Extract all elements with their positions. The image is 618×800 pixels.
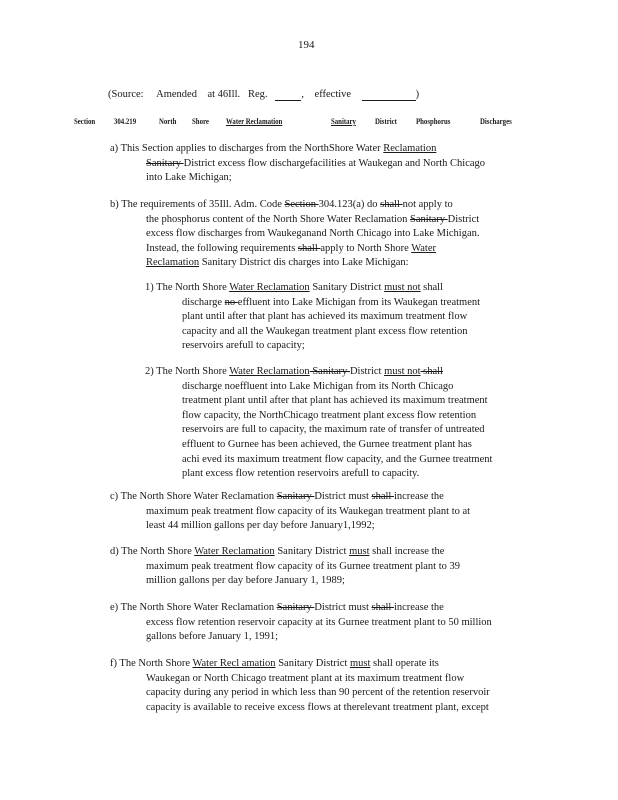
heading-section: Section xyxy=(74,117,96,126)
paragraph-d: d) The North Shore Water Reclamation Sanitary District must shall increase the maximum peak treatment flow capacity of its Gurnee treatment plant to 39 million gallons per day before January 1, 1989; xyxy=(110,546,461,587)
page-number: 194 xyxy=(298,39,315,51)
source-open: (Source: xyxy=(108,89,144,100)
source-effective: effective xyxy=(314,89,352,100)
heading-discharges: Discharges xyxy=(480,117,512,126)
paragraph-e: e) The North Shore Water Reclamation Sanitary District must shall increase the excess flow retention reservoir capacity at its Gurnee treatment plant to 50 million gallons before January 1, 1991; xyxy=(110,602,492,643)
heading-sanitary: Sanitary xyxy=(331,117,356,126)
heading-number: 304.219 xyxy=(114,117,137,126)
paragraph-a: a) This Section applies to discharges from the NorthShore Water Reclamation Sanitary District excess flow dischargefacilities at Waukegan and North Chicago into Lake Michigan; xyxy=(110,143,486,184)
paragraph-c: c) The North Shore Water Reclamation Sanitary District must shall increase the maximum peak treatment flow capacity of its Waukegan treatment plant to at least 44 million gallons per day before January1,1992; xyxy=(110,491,471,532)
reg-blank xyxy=(275,89,301,101)
source-reg: Reg. xyxy=(248,89,268,100)
source-close: ) xyxy=(415,89,420,100)
paragraph-b1: 1) The North Shore Water Reclamation Sanitary District must not shall discharge no effluent into Lake Michigan from its Waukegan treatment plant until after that plant has achieved its maximum treatment flow capacity and all the Waukegan treatment plant excess flow retention reservoirs arefull to capacity; xyxy=(145,282,481,352)
paragraph-b: b) The requirements of 35Ill. Adm. Code Section 304.123(a) do shall not apply to the phosphorus content of the North Shore Water Reclamation Sanitary District excess flow discharges from Waukeganand North Chicago into Lake Michigan. Instead, the following requirements shall apply to North Shore Water Reclamation Sanitary District dis charges into Lake Michigan: xyxy=(110,199,480,269)
effective-blank xyxy=(362,89,416,101)
heading-north: North xyxy=(159,117,177,126)
source-at: at 46Ill. xyxy=(207,89,241,100)
heading-shore: Shore xyxy=(192,117,209,126)
paragraph-b2: 2) The North Shore Water Reclamation Sanitary District must not shall discharge noeffluent into Lake Michigan from its North Chicago treatment plant until after that plant has achieved its maximum treatment flow capacity, the NorthChicago treatment plant excess flow retention reservoirs are full to capacity, the maximum rate of transfer of untreated effluent to Gurnee has been achieved, the Gurnee treatment plant has achi eved its maximum treatment flow capacity, and the Gurnee treatment plant excess flow retention reservoirs arefull to capacity. xyxy=(145,366,493,480)
paragraph-f: f) The North Shore Water Recl amation Sanitary District must shall operate its Waukegan or North Chicago treatment plant at its maximum treatment flow capacity during any period in which less than 90 percent of the retention reservoir capacity is available to receive excess flows at therelevant treatment plant, except xyxy=(110,658,490,713)
source-amended: Amended xyxy=(156,89,197,100)
source-comma: , xyxy=(301,89,305,100)
heading-district: District xyxy=(375,117,397,126)
heading-phosphorus: Phosphorus xyxy=(416,117,451,126)
heading-water-reclamation: Water Reclamation xyxy=(226,117,283,126)
source-note xyxy=(108,89,419,101)
